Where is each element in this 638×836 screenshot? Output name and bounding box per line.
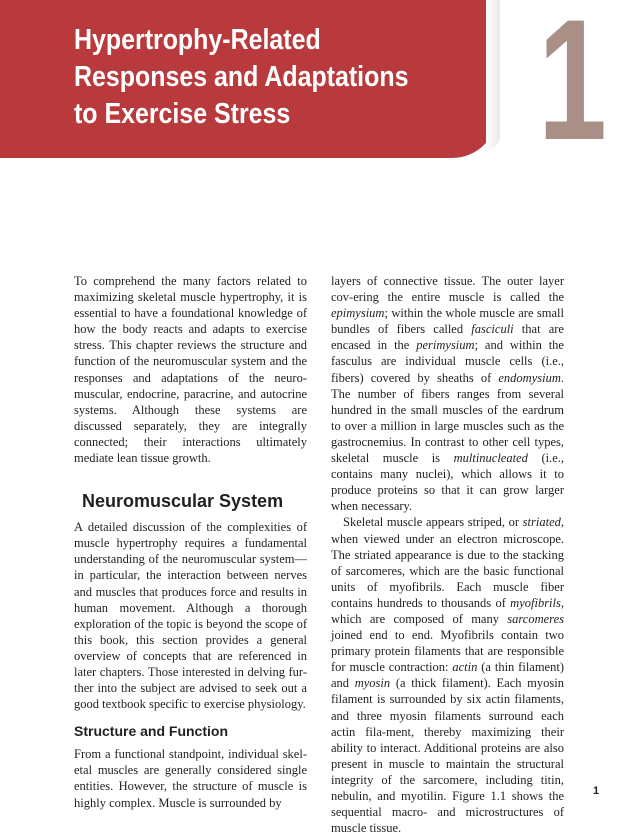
italic-term: striated,: [522, 515, 564, 530]
subsection-paragraph: From a functional standpoint, individual skel-etal muscles are generally considered single entities. However, the structure of muscle is highly complex. Muscle is surrounded by: [74, 747, 307, 810]
chapter-title: [74, 22, 427, 133]
italic-term: myosin: [354, 676, 391, 691]
chapter-number: 1: [538, 0, 607, 176]
text-run: that are encased in the: [331, 322, 564, 353]
text-run: (a thick filament). Each myosin filament is surrounded by six actin filaments, and three myosin filaments surround each actin fila-ment, thereby maximizing their ability to interact. Additional proteins are also present in muscle to maintain the structural integrity of the sarcomere, including titin, nebulin, and myotilin. Figure 1.1 shows the sequential macro- and microstructures of muscle tissue.: [331, 676, 564, 836]
right-column: [331, 273, 564, 836]
text-run: joined end to end. Myofibrils contain two primary protein filaments that are responsible for muscle contraction:: [331, 628, 564, 675]
text-run: (a thin filament) and: [331, 660, 564, 691]
italic-term: multinucleated: [453, 451, 528, 466]
text-run: . The number of fibers ranges from several hundred in the small muscles of the eardrum to over a million in large muscles such as the gastrocnemius. In contrast to other cell types, skeletal muscle is: [331, 370, 564, 466]
italic-term: fasciculi: [471, 322, 514, 337]
text-run: , which are composed of many: [331, 595, 564, 626]
page-number: 1: [593, 785, 600, 797]
chapter-title-line: to Exercise Stress: [74, 98, 291, 130]
intro-paragraph: To comprehend the many factors related to maximizing skeletal muscle hypertrophy, it is essential to have a foundational knowledge of how the body reacts and adapts to exercise stress. This chapter reviews the structure and function of the neuromuscular system and the responses and adaptations of the neuro-muscular, endocrine, paracrine, and autocrine systems. Although these systems are discussed separately, they are integrally connected; their interactions ultimately mediate lean tissue growth.: [74, 274, 307, 466]
text-run: when viewed under an electron microscope. The striated appearance is due to the stacking of sarcomeres, which are the basic functional units of myofibrils. Each muscle fiber contains hundreds to thousands of: [331, 531, 564, 610]
italic-term: epimysium: [331, 306, 385, 321]
italic-term: endomysium: [498, 370, 561, 385]
text-run: (i.e., contains many nuclei), which allows it to produce proteins so that it can grow larger when necessary.: [331, 451, 565, 514]
italic-term: sarcomeres: [507, 611, 564, 626]
subsection-heading: Structure and Function: [74, 723, 228, 740]
text-run: ; within the whole muscle are small bundles of fibers called: [331, 306, 564, 337]
chapter-title-line: Hypertrophy-Related: [74, 24, 321, 56]
text-run: layers of connective tissue. The outer layer cov-ering the entire muscle is called the: [331, 274, 564, 305]
chapter-title-line: Responses and Adaptations: [74, 61, 409, 93]
italic-term: perimysium: [416, 338, 475, 353]
left-column: [74, 273, 307, 811]
text-run: ; and within the fasculus are individual muscle cells (i.e., fibers) covered by sheaths of: [331, 338, 564, 385]
italic-term: myofibrils: [510, 595, 561, 610]
banner-page-curl: [486, 0, 500, 150]
italic-term: actin: [452, 660, 478, 675]
section-heading: Neuromuscular System: [82, 491, 284, 512]
body-paragraph: [331, 514, 564, 836]
text-run: Skeletal muscle appears striped, or: [343, 515, 523, 530]
section-paragraph: A detailed discussion of the complexities of muscle hypertrophy requires a fundamental understanding of the neuromuscular system—in particular, the interaction between nerves and muscles that produces force and results in human movement. Although a thorough exploration of the topic is beyond the scope of this book, this section provides a general overview of concepts that are referenced in later chapters. Those interested in delving fur-ther into the subject are advised to seek out a good textbook specific to exercise physiology.: [74, 520, 307, 712]
body-paragraph: [331, 273, 564, 514]
